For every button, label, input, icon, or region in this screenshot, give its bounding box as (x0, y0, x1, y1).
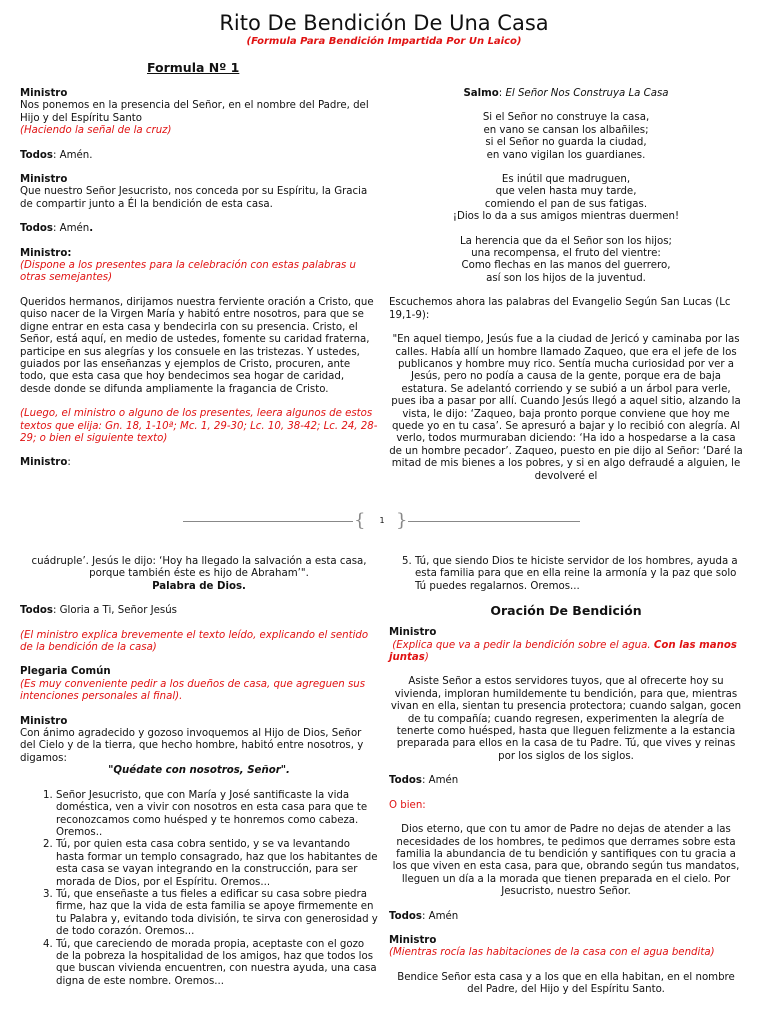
petition-item: 2. Tú, por quien esta casa cobra sentido, y se va levantando hasta formar un templo consagrado, haz que los habitantes de esta casa se vayan integrando en la construcción, para ser morada de Dios, por el Espíritu. Oremos... (56, 839, 378, 889)
petition-item: 1. Señor Jesucristo, que con María y José santificaste la vida doméstica, ven a vivir con nosotros en esta casa para que te reconozcamos como huésped y te honremos como cabeza. Oremos.. (56, 790, 378, 840)
readings-note: (Luego, el ministro o alguno de los presentes, leera algunos de estos textos que elija: Gn. 18, 1-10ª; Mc. 1, 29-30; Lc. 10, 38-42; Lc. 24, 28-29; o bien el siguiente texto) (20, 408, 378, 444)
plegaria-label: Plegaria Común (20, 666, 111, 678)
rubric-note: (Haciendo la señal de la cruz) (20, 125, 172, 137)
ministro-label: Ministro: (20, 457, 71, 469)
ministro-text: Nos ponemos en la presencia del Señor, en el nombre del Padre, del Hijo y del Espíritu Santo (20, 100, 369, 124)
petition-item: 4. Tú, que careciendo de morada propia, aceptaste con el gozo de la pobreza la hospitalidad de los amigos, haz que todos los que buscan vivienda encuentren, con nuestra ayuda, una casa digna de este nombre. Oremos... (56, 939, 378, 989)
petition-list-continued (389, 556, 743, 593)
page-brace-right: } (396, 510, 408, 531)
page-separator-right (408, 521, 580, 522)
salmo-heading: Salmo: El Señor Nos Construya La Casa (463, 88, 669, 99)
petition-item: 3. Tú, que enseñaste a tus fieles a edificar su casa sobre piedra firme, haz que la vida de esta familia se apoye firmemente en tu Palabra y, evitando toda división, te sirva con generosidad y de todo corazón. Oremos... (56, 889, 378, 939)
petition-item: 5. Tú, que siendo Dios te hiciste servidor de los hombres, ayuda a esta familia para que en ella reine la armonía y la paz que solo Tú puedes regalarnos. Oremos... (415, 556, 743, 593)
todos-response: Todos: Gloria a Ti, Señor Jesús (20, 605, 177, 617)
right-column-top (389, 88, 743, 483)
oracion-heading: Oración De Bendición (490, 603, 642, 619)
psalm-stanza: La herencia que da el Señor son los hijos; una recompensa, el fruto del vientre: Como flechas en las manos del guerrero, así son los hijos de la juventud. (460, 235, 672, 284)
alternate-prayer: Dios eterno, que con tu amor de Padre no dejas de atender a las necesidades de los hombres, te pedimos que derrames sobre esta familia la abundancia de tu bendición y santifiques con tu gracia a los que viven en esta casa, para que, obrando según tus mandatos, lleguen un día a la morada que tienen preparada en el cielo. Por Jesucristo, nuestro Señor. (392, 824, 740, 898)
response-line: "Quédate con nosotros, Señor". (108, 765, 290, 777)
formula-heading: Formula Nº 1 (147, 60, 240, 75)
ministro-label: Ministro (389, 934, 437, 946)
rubric-note: (Es muy conveniente pedir a los dueños de casa, que agreguen sus intenciones personales al final). (20, 678, 366, 703)
palabra-de-dios: Palabra de Dios. (152, 580, 246, 592)
ministro-label: Ministro: (20, 247, 72, 259)
ministro-label: Ministro (20, 174, 68, 186)
o-bien-label: O bien: (389, 799, 426, 811)
page-number: 1 (379, 516, 385, 525)
todos-response: Todos: Amén (389, 775, 459, 787)
final-blessing: Bendice Señor esta casa y a los que en ella habitan, en el nombre del Padre, del Hijo y del Espíritu Santo. (397, 971, 735, 996)
page-separator-left (183, 521, 353, 522)
page-subtitle: (Formula Para Bendición Impartida Por Un Laico) (246, 36, 522, 47)
page-title: Rito De Bendición De Una Casa (219, 11, 549, 35)
todos-response: Todos: Amén. (20, 149, 93, 161)
gospel-text: "En aquel tiempo, Jesús fue a la ciudad de Jericó y caminaba por las calles. Había allí un hombre llamado Zaqueo, que era el jefe de los publicanos y hombre muy rico. Sentía mucha curiosidad por ver a Jesús, pero no podía a causa de la gente, porque era de baja estatura. Se adelantó corriendo y se subió a un árbol para verle, pues iba a pasar por allí. Cuando Jesús llegó a aquel sitio, alzando la vista, le dijo: ‘Zaqueo, baja pronto porque conviene que hoy me quede yo en tu casa’. Se apresuró a bajar y lo recibió con alegría. Al verlo, todos murmuraban diciendo: ‘Ha ido a hospedarse a la casa de un hombre pecador’. Zaqueo, puesto en pie dijo al Señor: ‘Daré la mitad de mis bienes a los pobres, y si en algo defraudé a alguien, le devolveré el (389, 334, 743, 482)
page-brace-left: { (354, 510, 366, 531)
psalm-stanza: Si el Señor no construye la casa, en vano se cansan los albañiles; si el Señor no guarda la ciudad, en vano vigilan los guardianes. (482, 112, 650, 161)
psalm-stanza: Es inútil que madruguen, que velen hasta muy tarde, comiendo el pan de sus fatigas. ¡Dios lo da a sus amigos mientras duermen! (452, 174, 680, 223)
rubric-note: (Dispone a los presentes para la celebración con estas palabras u otras semejantes) (20, 260, 356, 284)
todos-response: Todos: Amén. (20, 223, 94, 235)
gospel-intro: Escuchemos ahora las palabras del Evangelio Según San Lucas (Lc 19,1-9): (389, 297, 731, 321)
ministro-text: Con ánimo agradecido y gozoso invoquemos al Hijo de Dios, Señor del Cielo y de la tierra, que hecho hombre, habitó entre nosotros, y digamos: (20, 728, 364, 764)
rubric-note: (Explica que va a pedir la bendición sobre el agua. Con las manos juntas) (389, 639, 737, 664)
left-column-bottom (20, 556, 378, 988)
ministro-text: Que nuestro Señor Jesucristo, nos conceda por su Espíritu, la Gracia de compartir junto a Él la bendición de esta casa. (20, 186, 368, 210)
ministro-label: Ministro (389, 627, 437, 639)
ministro-label: Ministro (20, 715, 68, 727)
blessing-prayer: Asiste Señor a estos servidores tuyos, que al ofrecerte hoy su vivienda, imploran humildemente tu bendición, para que, mientras vivan en ella, sientan tu presencia protectora; cuando salgan, gocen de tu compañía; cuando regresen, experimenten la alegría de tenerte como huésped, hasta que lleguen felizmente a la estancia preparada para ellos en la casa de tu Padre. Tú, que vives y reinas por los siglos de los siglos. (390, 676, 742, 762)
gospel-text-end: cuádruple’. Jesús le dijo: ‘Hoy ha llegado la salvación a esta casa, porque también éste es hijo de Abraham’". (31, 556, 367, 580)
left-column-top (20, 88, 378, 470)
petition-list (20, 790, 378, 989)
exhortation-text: Queridos hermanos, dirijamos nuestra ferviente oración a Cristo, que quiso nacer de la Virgen María y habitó entre nosotros, para que se digne entrar en esta casa y bendecirla con su presencia. Cristo, el Señor, está aquí, en medio de ustedes, fomente su caridad fraterna, participe en sus alegrías y los consuele en las tristezas. Y ustedes, guiados por las enseñanzas y ejemplos de Cristo, procuren, ante todo, que esta casa que hoy bendecimos sea hogar de caridad, desde donde se difunda ampliamente la fragancia de Cristo. (20, 296, 374, 395)
rubric-note: (Mientras rocía las habitaciones de la casa con el agua bendita) (389, 947, 715, 959)
ministro-label: Ministro (20, 88, 68, 99)
right-column-bottom (389, 556, 743, 997)
rubric-note: (El ministro explica brevemente el texto leído, explicando el sentido de la bendición de la casa) (20, 629, 369, 654)
todos-response: Todos: Amén (389, 910, 459, 922)
